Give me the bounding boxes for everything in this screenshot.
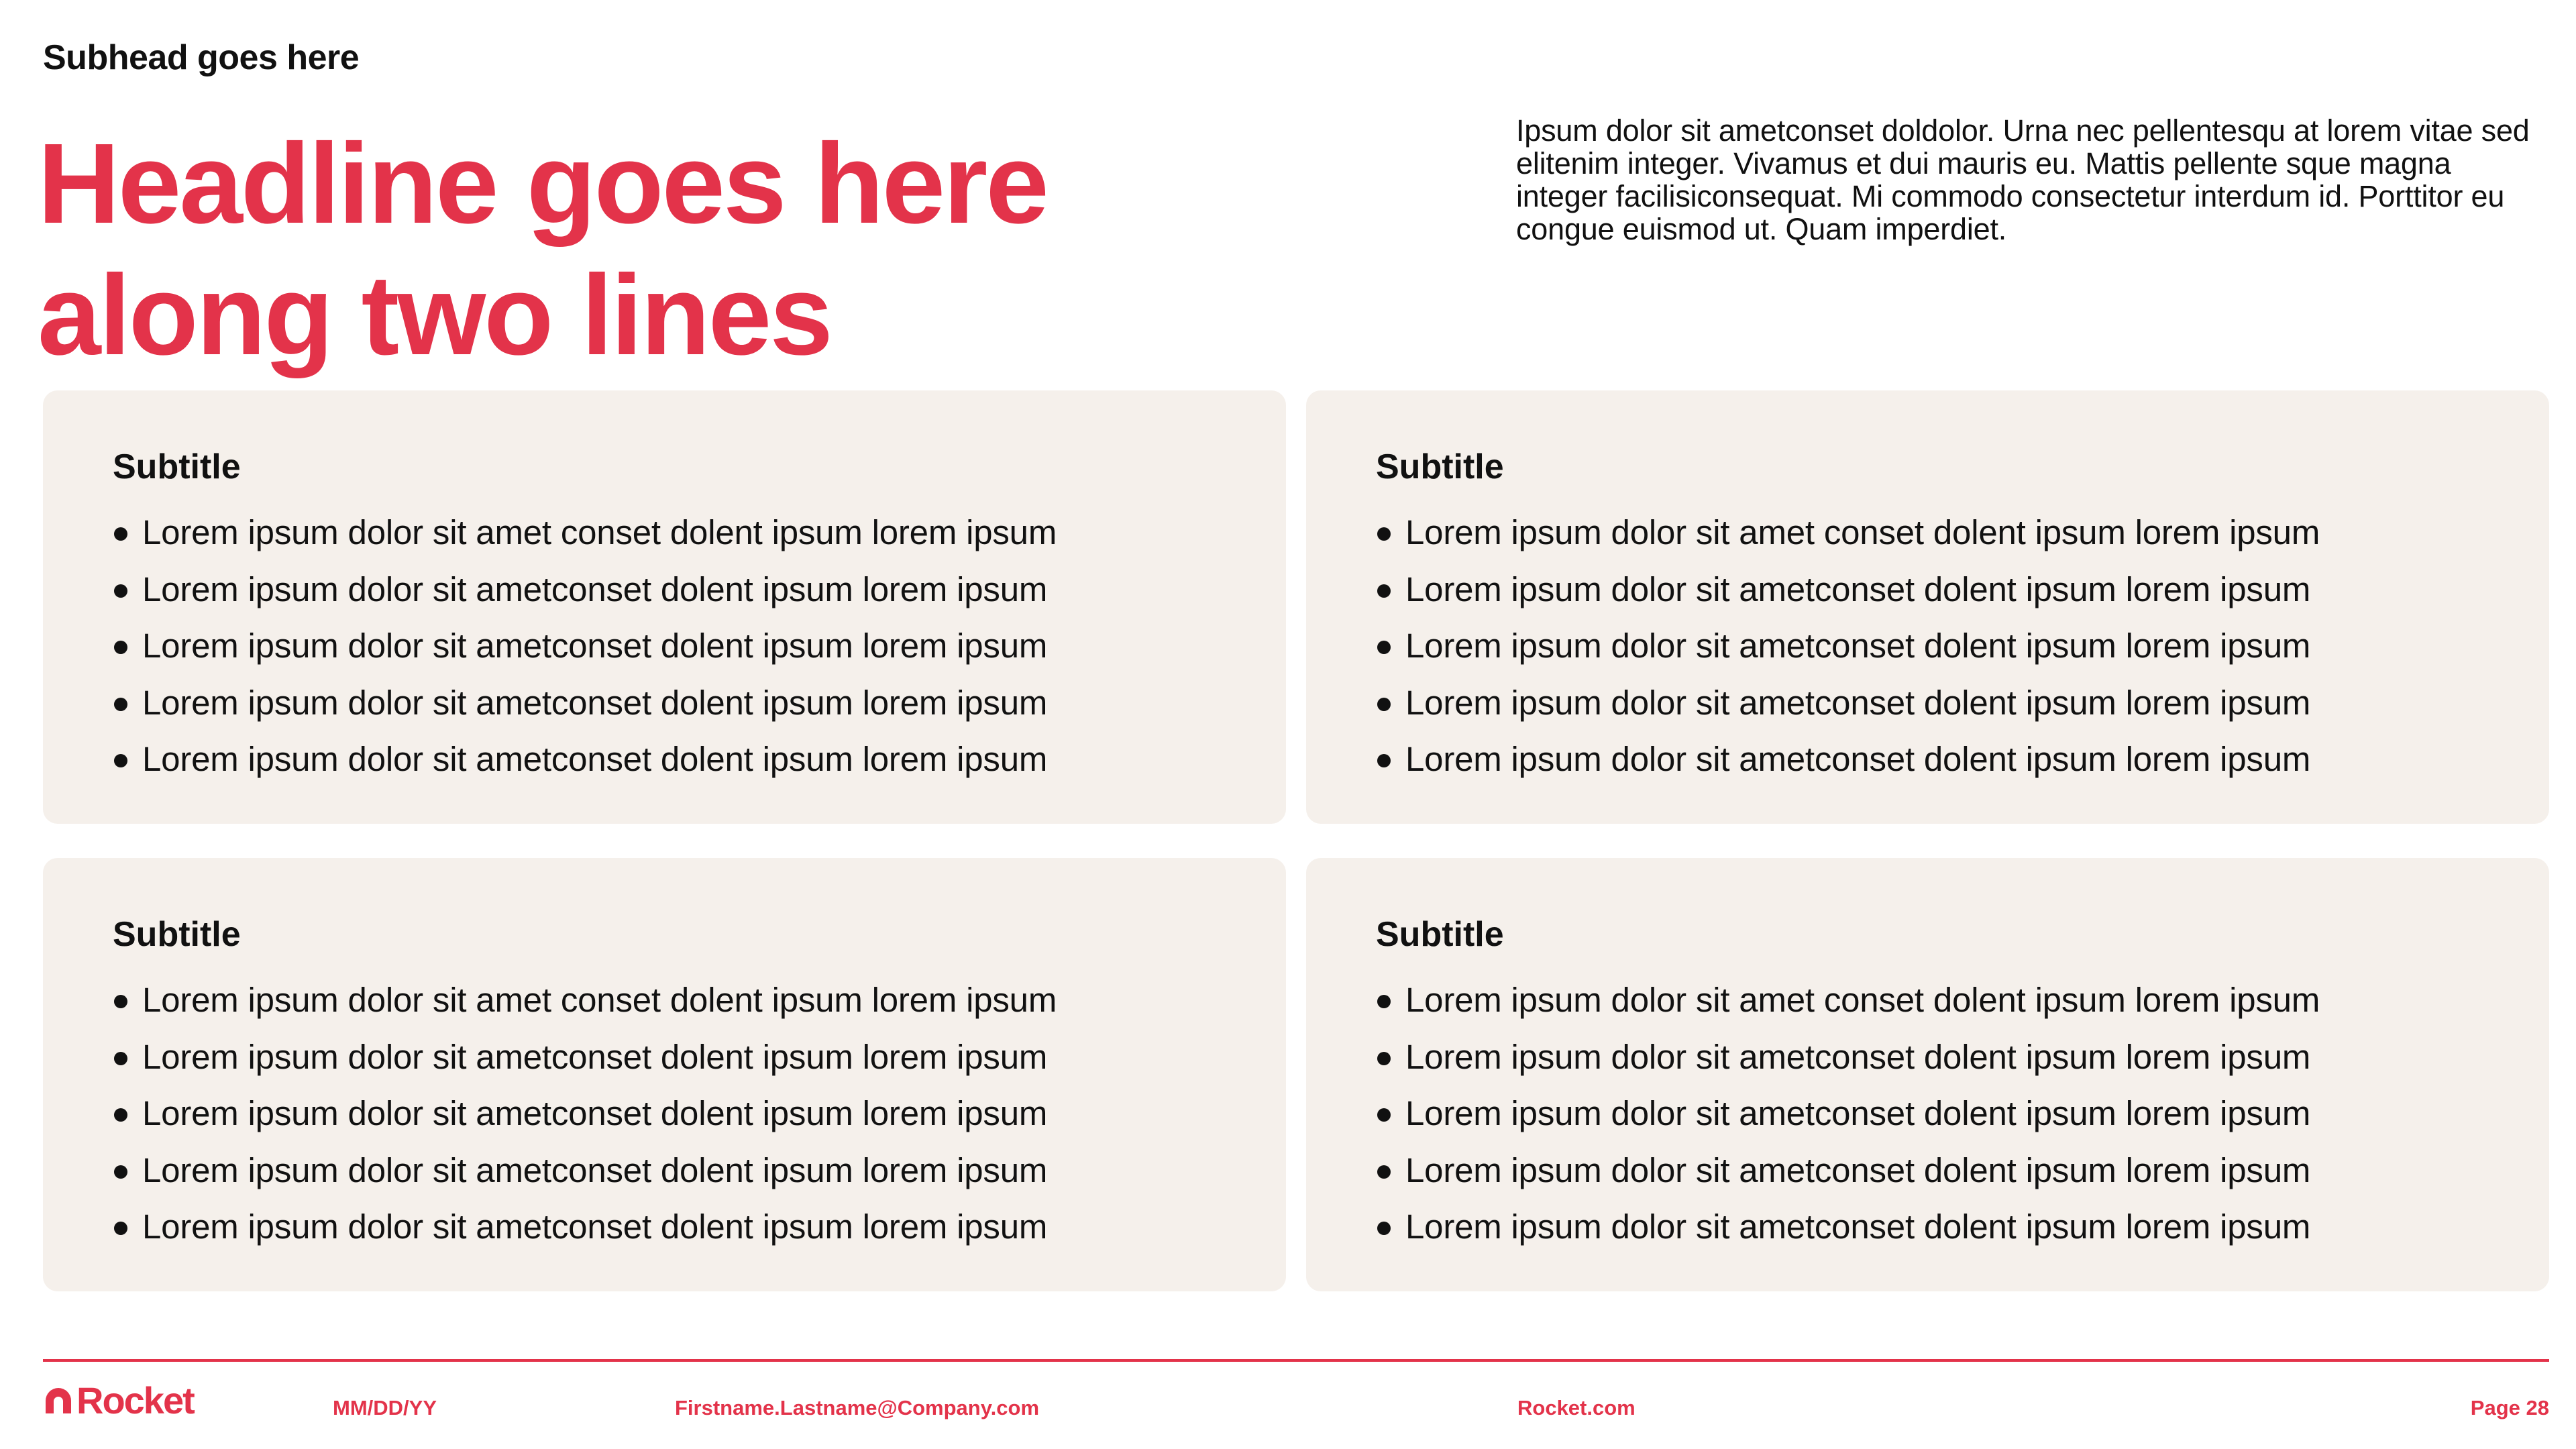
list-item-text: Lorem ipsum dolor sit ametconset dolent ipsum lorem ipsum (1405, 740, 2311, 778)
list-item (113, 972, 1057, 1029)
bullet-icon (1377, 754, 1391, 767)
list-item-text: Lorem ipsum dolor sit ametconset dolent ipsum lorem ipsum (142, 1150, 1048, 1189)
list-item-text: Lorem ipsum dolor sit ametconset dolent ipsum lorem ipsum (142, 1094, 1048, 1132)
list-item (113, 1142, 1057, 1199)
bullet-icon (114, 754, 127, 767)
card-subtitle: Subtitle (113, 447, 241, 486)
logo-text: Rocket (76, 1379, 194, 1421)
bullet-icon (1377, 641, 1391, 654)
bullet-icon (1377, 698, 1391, 711)
list-item (113, 618, 1057, 675)
bullet-list (1376, 504, 2320, 788)
headline-line-2: along two lines (38, 252, 831, 379)
list-item-text: Lorem ipsum dolor sit ametconset dolent ipsum lorem ipsum (142, 683, 1048, 722)
list-item-text: Lorem ipsum dolor sit amet conset dolent ipsum lorem ipsum (1405, 981, 2320, 1019)
bullet-icon (1377, 1165, 1391, 1179)
bullet-icon (114, 1052, 127, 1065)
bullet-list (1376, 972, 2320, 1256)
content-card-1 (43, 390, 1286, 824)
subhead: Subhead goes here (43, 38, 360, 77)
bullet-icon (114, 584, 127, 598)
bullet-icon (114, 641, 127, 654)
list-item (113, 1085, 1057, 1142)
bullet-icon (114, 527, 127, 541)
list-item-text: Lorem ipsum dolor sit ametconset dolent ipsum lorem ipsum (1405, 1094, 2311, 1132)
card-subtitle: Subtitle (113, 915, 241, 954)
list-item (1376, 1142, 2320, 1199)
bullet-icon (114, 995, 127, 1008)
card-subtitle: Subtitle (1376, 447, 1504, 486)
rocket-arch-icon (43, 1385, 74, 1416)
headline (38, 118, 1312, 381)
list-item-text: Lorem ipsum dolor sit ametconset dolent ipsum lorem ipsum (1405, 683, 2311, 722)
list-item (1376, 561, 2320, 619)
list-item (113, 731, 1057, 788)
bullet-icon (1377, 1052, 1391, 1065)
list-item-text: Lorem ipsum dolor sit amet conset dolent ipsum lorem ipsum (1405, 513, 2320, 551)
list-item-text: Lorem ipsum dolor sit ametconset dolent ipsum lorem ipsum (142, 570, 1048, 608)
bullet-icon (114, 1222, 127, 1235)
bullet-icon (1377, 584, 1391, 598)
list-item (1376, 675, 2320, 732)
headline-line-1: Headline goes here (38, 120, 1047, 248)
list-item (113, 675, 1057, 732)
list-item-text: Lorem ipsum dolor sit ametconset dolent ipsum lorem ipsum (142, 1037, 1048, 1076)
list-item (113, 504, 1057, 561)
list-item-text: Lorem ipsum dolor sit ametconset dolent ipsum lorem ipsum (142, 627, 1048, 665)
footer-email: Firstname.Lastname@Company.com (675, 1396, 1040, 1419)
footer-website: Rocket.com (1517, 1396, 1635, 1419)
list-item-text: Lorem ipsum dolor sit amet conset dolent ipsum lorem ipsum (142, 981, 1057, 1019)
list-item (1376, 618, 2320, 675)
list-item-text: Lorem ipsum dolor sit ametconset dolent ipsum lorem ipsum (1405, 570, 2311, 608)
bullet-icon (114, 1165, 127, 1179)
footer-divider (43, 1359, 2549, 1362)
list-item (113, 1029, 1057, 1086)
list-item (1376, 1199, 2320, 1256)
list-item (1376, 731, 2320, 788)
bullet-icon (1377, 1108, 1391, 1122)
rocket-logo (43, 1381, 194, 1421)
list-item-text: Lorem ipsum dolor sit ametconset dolent ipsum lorem ipsum (1405, 1208, 2311, 1246)
list-item-text: Lorem ipsum dolor sit ametconset dolent ipsum lorem ipsum (1405, 627, 2311, 665)
intro-paragraph: Ipsum dolor sit ametconset doldolor. Urna nec pellentesqu at lorem vitae sed elitenim integer. Vivamus et dui mauris eu. Mattis pellente sque magna integer facilisiconsequat. Mi commodo consectetur interdum id. Porttitor eu congue euismod ut. Quam imperdiet. (1516, 113, 2530, 246)
list-item (1376, 972, 2320, 1029)
footer-date: MM/DD/YY (333, 1396, 437, 1419)
bullet-icon (1377, 527, 1391, 541)
bullet-list (113, 504, 1057, 788)
bullet-icon (114, 698, 127, 711)
list-item-text: Lorem ipsum dolor sit ametconset dolent ipsum lorem ipsum (142, 1208, 1048, 1246)
content-card-4 (1306, 858, 2549, 1291)
list-item (113, 1199, 1057, 1256)
list-item (113, 561, 1057, 619)
card-subtitle: Subtitle (1376, 915, 1504, 954)
list-item-text: Lorem ipsum dolor sit ametconset dolent ipsum lorem ipsum (1405, 1037, 2311, 1076)
content-card-3 (43, 858, 1286, 1291)
bullet-icon (1377, 995, 1391, 1008)
list-item-text: Lorem ipsum dolor sit amet conset dolent ipsum lorem ipsum (142, 513, 1057, 551)
bullet-list (113, 972, 1057, 1256)
bullet-icon (114, 1108, 127, 1122)
list-item-text: Lorem ipsum dolor sit ametconset dolent ipsum lorem ipsum (142, 740, 1048, 778)
page-number: Page 28 (2470, 1396, 2549, 1419)
bullet-icon (1377, 1222, 1391, 1235)
list-item (1376, 504, 2320, 561)
list-item (1376, 1029, 2320, 1086)
content-card-2 (1306, 390, 2549, 824)
list-item (1376, 1085, 2320, 1142)
list-item-text: Lorem ipsum dolor sit ametconset dolent ipsum lorem ipsum (1405, 1150, 2311, 1189)
